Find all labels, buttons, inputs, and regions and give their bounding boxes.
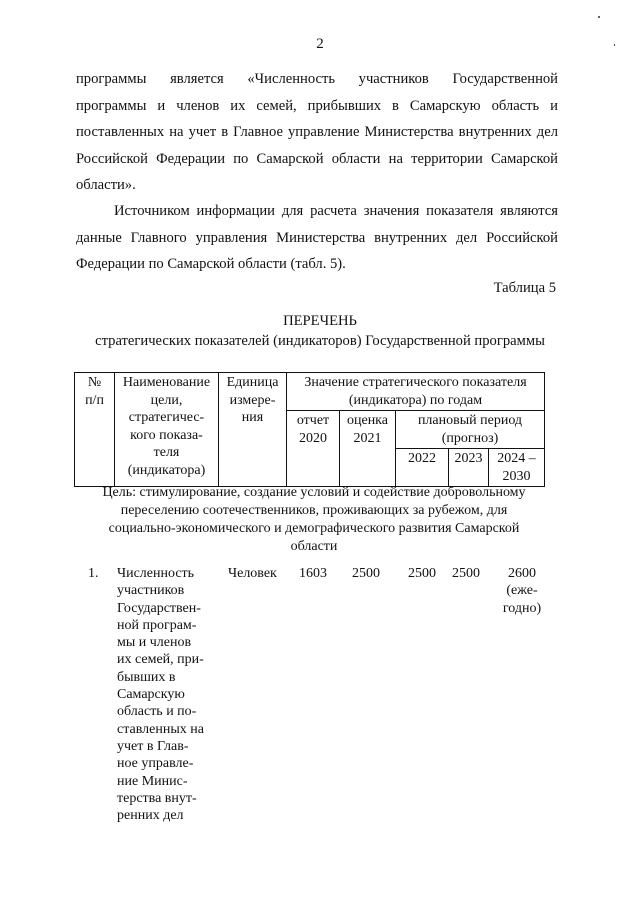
row-name-line: Самарскую [117,687,185,703]
indicators-table [74,372,545,487]
row-name-line: участников [117,583,185,599]
header-unit-line: измере- [229,392,276,408]
row-value-2024-line: годно) [502,600,542,616]
row-number: 1. [88,566,99,581]
header-year-2024-2030 [489,449,545,487]
header-name-line: Наименование [122,375,211,390]
row-name-line: терства внут- [117,790,197,806]
header-year-2022: 2022 [396,449,449,487]
row-name-line: учет в Глав- [117,738,189,754]
row-unit: Человек [228,566,277,581]
header-value-group-line: Значение стратегического показателя [304,375,527,390]
header-planned-line: (прогноз) [441,430,499,446]
goal-line: социально-экономического и демографического развития Самарской [108,521,520,536]
header-report-line: отчет [296,413,330,428]
header-estimate-line: 2021 [353,430,382,446]
row-name-line: Численность [117,566,195,581]
row-name-line: ной програм- [117,617,197,633]
header-estimate-2021 [340,411,396,487]
goal-line: области [290,539,338,554]
header-estimate-line: оценка [346,413,388,428]
header-name-line: цели, [150,392,183,408]
row-value-2023: 2500 [452,566,480,581]
row-name-line: мы и членов [117,635,192,651]
header-num-line: п/п [85,392,104,408]
paragraph-information-source [76,198,558,278]
paragraph-line: программы является «Численность участников Государственной [76,71,558,87]
paragraph-line: области». [76,177,136,193]
header-unit-line: Единица [226,375,279,390]
row-name-line: ное управле- [117,756,194,772]
header-value-group-line: (индикатора) по годам [348,392,483,408]
goal-line: переселению соотечественников, проживающих за рубежом, для [120,503,508,518]
header-unit-line: ния [241,410,264,425]
header-year-2023: 2023 [449,449,489,487]
page-number: 2 [316,36,324,52]
paragraph-line: Российской Федерации по Самарской области на территории Самарской [76,150,558,167]
header-year-2024-line: 2024 – [497,451,536,466]
header-name [115,373,219,487]
row-value-2024-line: (еже- [506,583,538,599]
header-planned-line: плановый период [417,413,523,428]
header-name-line: (индикатора) [127,462,206,478]
row-name-line: ренних дел [117,808,184,824]
paragraph-line: Федерации по Самарской области (табл. 5). [76,256,346,272]
row-indicator-name [117,565,217,824]
header-name-line: кого показа- [130,427,203,443]
header-name-line: теля [153,445,180,460]
scan-speck [598,16,600,18]
row-name-line: их семей, при- [117,652,204,668]
header-unit [219,373,287,487]
row-name-line: ние Минис- [117,773,188,789]
row-value-2024-2030 [494,565,550,617]
paragraph-line: программы и членов их семей, прибывших в Самарскую область и [76,97,558,114]
paragraph-indicator-description [76,66,558,199]
header-planned-period [396,411,545,449]
header-num [75,373,115,487]
header-year-2024-line: 2030 [502,468,531,484]
table-title [0,311,640,351]
row-value-2020: 1603 [299,566,327,581]
row-name-line: ставленных на [117,721,204,737]
row-value-2024-line: 2600 [508,566,536,581]
header-value-group [287,373,545,411]
header-report-line: 2020 [299,430,327,446]
header-num-line: № [87,375,102,390]
row-name-line: Государствен- [117,600,201,616]
header-name-line: стратегичес- [128,410,205,425]
row-name-line: бывших в [117,669,176,685]
goal-text [74,484,554,556]
scan-speck [614,44,615,46]
paragraph-line: поставленных на учет в Главное управление Министерства внутренних дел [76,124,558,140]
table-caption: Таблица 5 [493,280,556,296]
row-value-2022: 2500 [408,566,436,581]
paragraph-line: данные Главного управления Министерства внутренних дел Российской [76,229,558,246]
header-report-2020 [287,411,340,487]
title-heading: ПЕРЕЧЕНЬ [283,313,357,329]
row-name-line: область и по- [117,704,197,720]
goal-line: Цель: стимулирование, создание условий и содействие добровольному [102,485,526,500]
paragraph-line: Источником информации для расчета значения показателя являются [114,203,558,219]
row-value-2021: 2500 [352,566,380,581]
title-subtitle: стратегических показателей (индикаторов) Государственной программы [95,333,545,349]
